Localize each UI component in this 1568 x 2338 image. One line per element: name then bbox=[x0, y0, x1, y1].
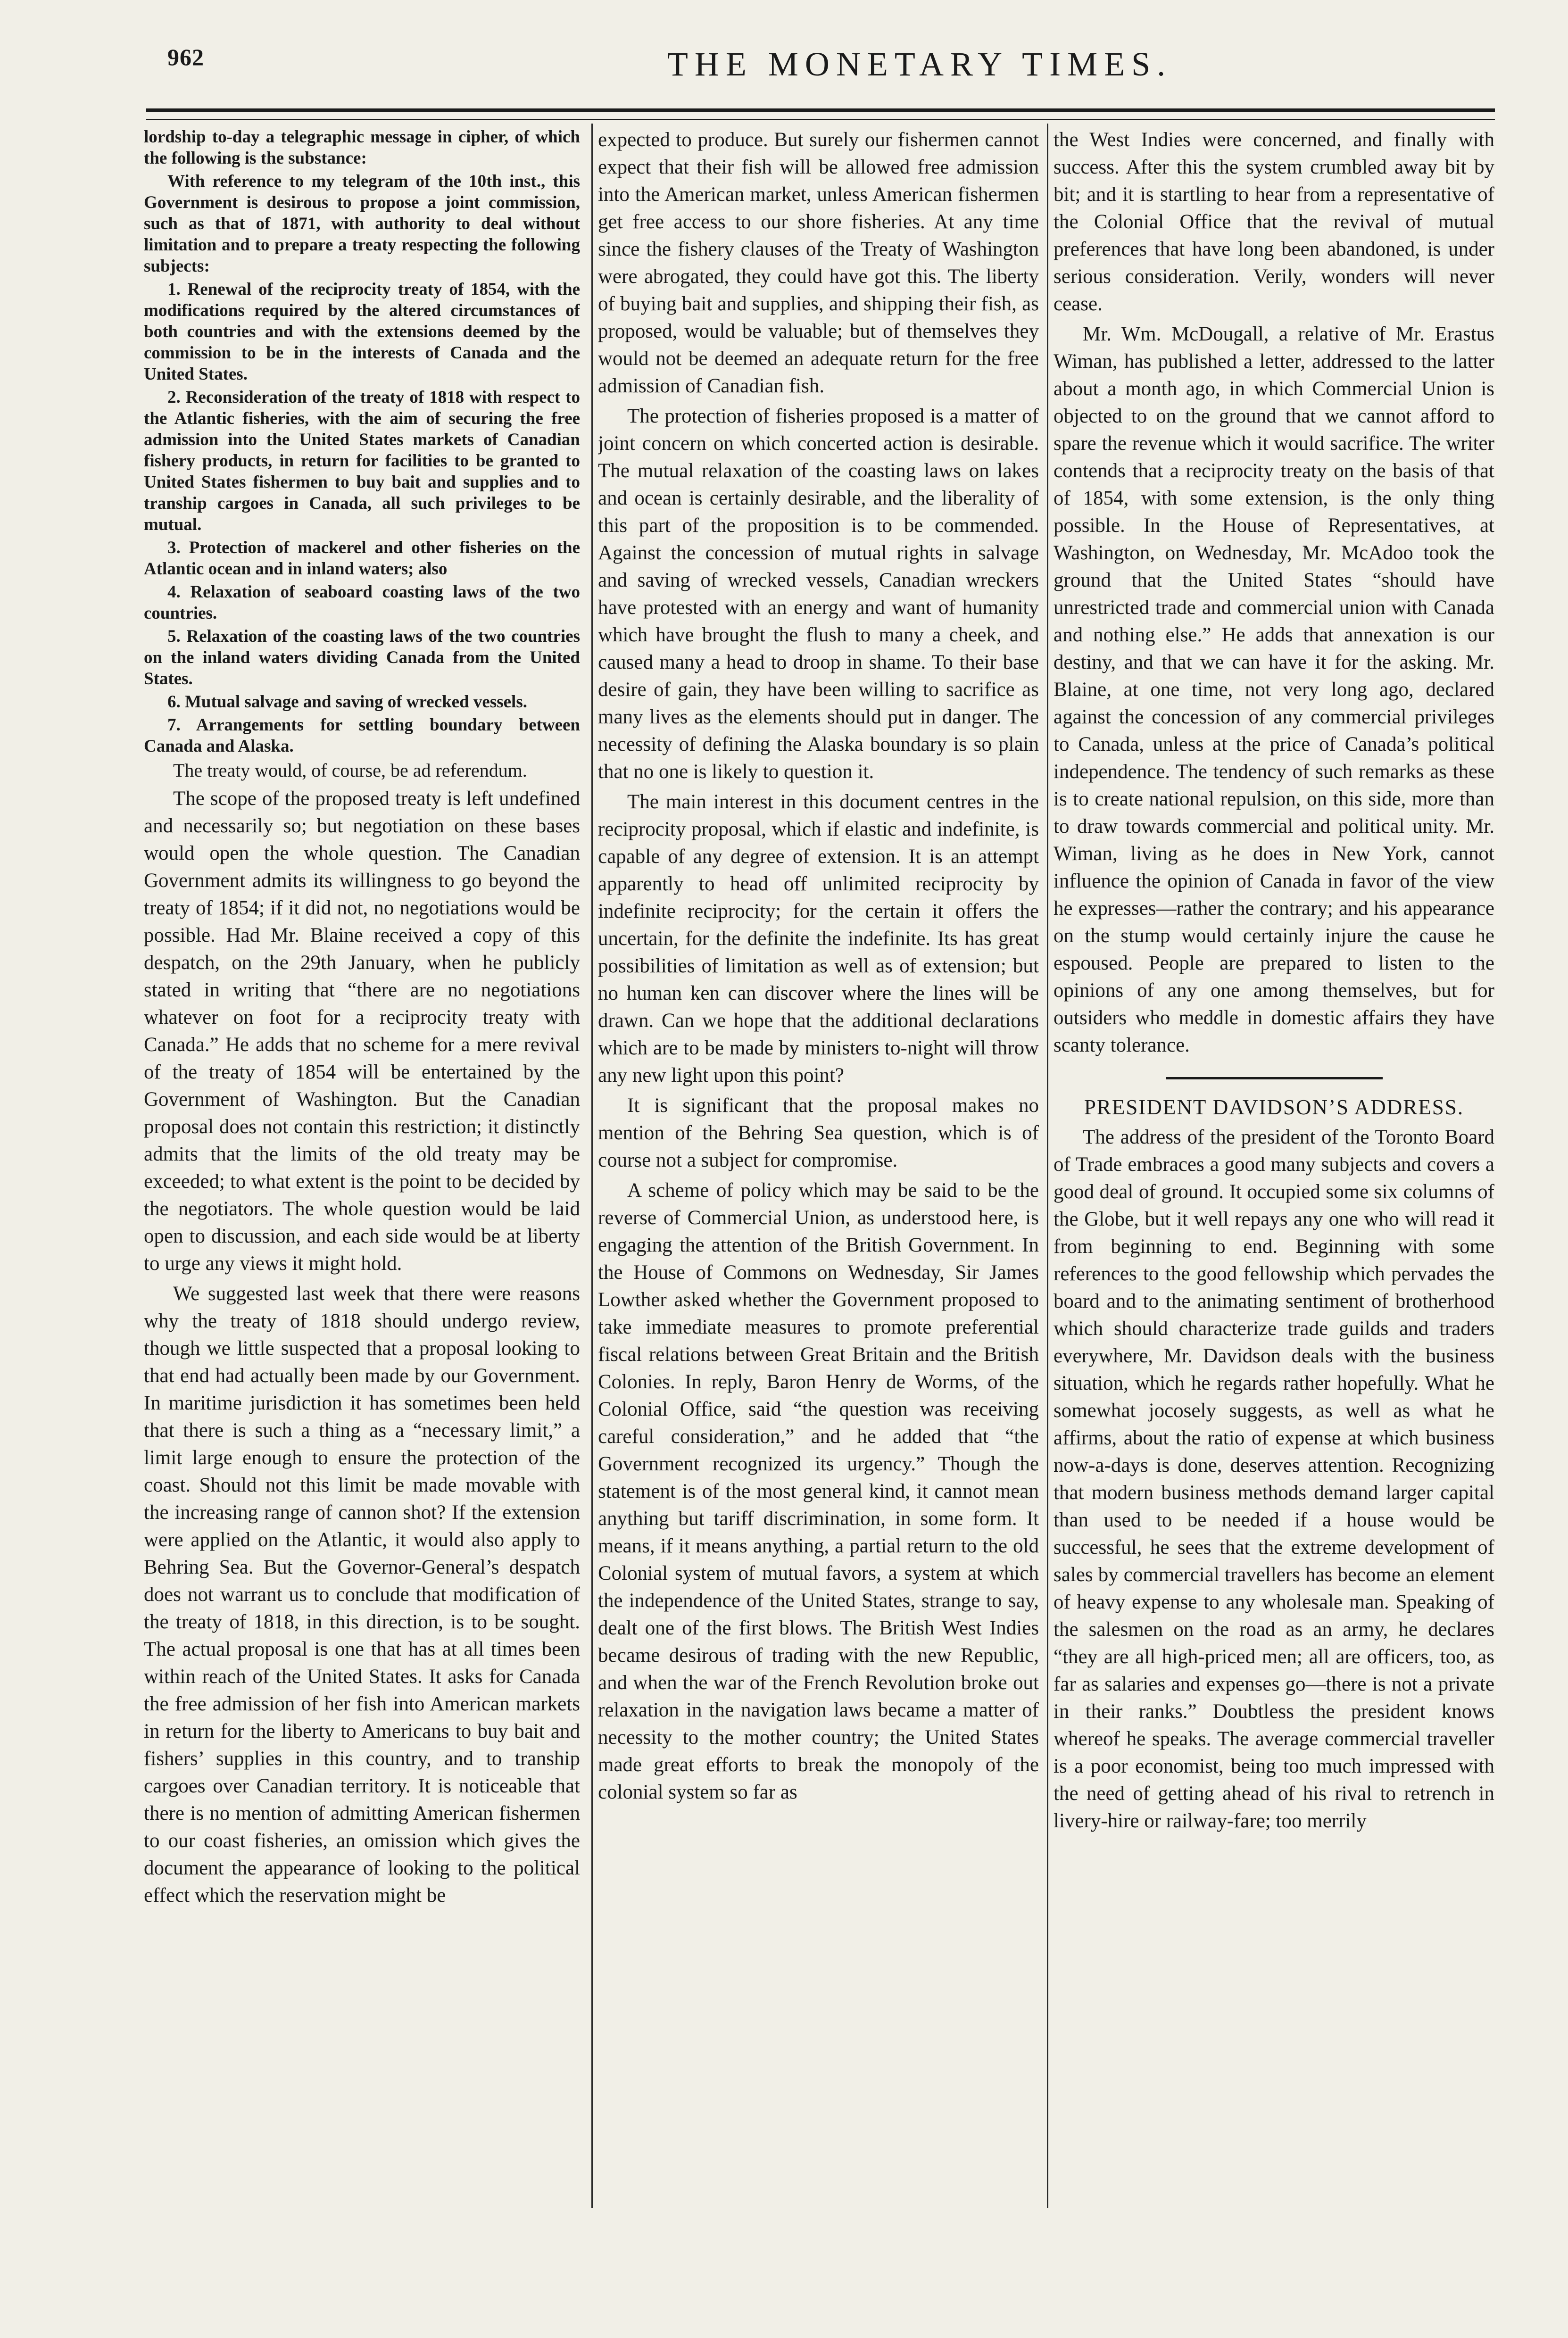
dispatch-intro: With reference to my telegram of the 10th inst., this Government is desirous to propose a joint commission, such as that of 1871, with authority to deal without limitation and to prepare a treaty respecting the following subjects: bbox=[144, 172, 580, 276]
article-paragraph: the West Indies were concerned, and finally with success. After this the system crumbled away bit by bit; and it is startling to hear from a representative of the Colonial Office that the revival of mutual preferences that have long been abandoned, is under serious consideration. Verily, wonders will never cease. bbox=[1054, 129, 1494, 315]
masthead-rule-thin bbox=[146, 119, 1495, 120]
dispatch-intro: lordship to-day a telegraphic message in cipher, of which the following is the substance: bbox=[144, 127, 580, 168]
article-paragraph: The protection of fisheries proposed is a matter of joint concern on which concerted action is desirable. The mutual relaxation of the coasting laws on lakes and ocean is certainly desirable, and the liberality of this part of the proposition is to be commended. Against the concession of mutual rights in salvage and saving of wrecked vessels, Canadian wreckers have protested with an energy and want of humanity which have brought the flush to many a cheek, and caused many a head to droop in shame. To their base desire of gain, they have been willing to sacrifice as many lives as the elements should put in danger. The necessity of defining the Alaska boundary is so plain that no one is likely to question it. bbox=[598, 405, 1039, 783]
column-2 bbox=[598, 126, 1039, 2296]
column-divider-1 bbox=[591, 124, 593, 2208]
dispatch-item: 5. Relaxation of the coasting laws of the two countries on the inland waters dividing Canada from the United States. bbox=[144, 627, 580, 688]
article-paragraph: The address of the president of the Toronto Board of Trade embraces a good many subjects and covers a good deal of ground. It occupied some six columns of the Globe, but it well repays any one who will read it from beginning to end. Beginning with some references to the good fellowship which pervades the board and to the animating sentiment of brotherhood which should characterize trade guilds and traders everywhere, Mr. Davidson deals with the business situation, which he regards rather hopefully. What he somewhat jocosely suggests, as well as what he affirms, about the ratio of expense at which business now-a-days is done, deserves attention. Recognizing that modern business methods demand larger capital than used to be needed if a house would be successful, he sees that the extreme development of sales by commercial travellers has become an element of heavy expense to any wholesale man. Speaking of the salesmen on the road as an army, he declares “they are all high-priced men; all are officers, too, as far as salaries and expenses go—there is not a private in their ranks.” Doubtless the president knows whereof he speaks. The average commercial traveller is a poor economist, being too much impressed with the need of getting ahead of his rival to retrench in livery-hire or railway-fare; too merrily bbox=[1054, 1126, 1494, 1832]
column-1 bbox=[144, 126, 580, 2296]
article-paragraph: The main interest in this document centres in the reciprocity proposal, which if elastic and indefinite, is capable of any degree of extension. It is an attempt apparently to head off unlimited reciprocity by indefinite reciprocity; for the certain it offers the uncertain, for the definite the indefinite. Its has great possibilities of limitation as well as of extension; but no human ken can discover where the lines will be drawn. Can we hope that the additional declarations which are to be made by ministers to-night will throw any new light upon this point? bbox=[598, 791, 1039, 1086]
dispatch-item: 7. Arrangements for settling boundary between Canada and Alaska. bbox=[144, 715, 580, 756]
column-divider-2 bbox=[1047, 124, 1048, 2208]
masthead-title: THE MONETARY TIMES. bbox=[667, 45, 1172, 83]
article-paragraph: expected to produce. But surely our fishermen cannot expect that their fish will be allowed free admission into the American market, unless American fishermen get free access to our shore fisheries. At any time since the fishery clauses of the Treaty of Washington were abrogated, they could have got this. The liberty of buying bait and supplies, and shipping their fish, as proposed, would be valuable; but of themselves they would not be deemed an adequate return for the free admission of Canadian fish. bbox=[598, 129, 1039, 397]
dispatch-item: 1. Renewal of the reciprocity treaty of 1854, with the modifications required by the altered circumstances of both countries and with the extensions deemed by the commission to be in the interests of Canada and the United States. bbox=[144, 280, 580, 384]
article-paragraph: The scope of the proposed treaty is left undefined and necessarily so; but negotiation on these bases would open the whole question. The Canadian Government admits its willingness to go beyond the treaty of 1854; if it did not, no negotiations would be possible. Had Mr. Blaine received a copy of this despatch, on the 29th January, when he publicly stated in writing that “there are no negotiations whatever on foot for a reciprocity treaty with Canada.” He adds that no scheme for a mere revival of the treaty of 1854 will be entertained by the Government of Washington. But the Canadian proposal does not contain this restriction; it distinctly admits that the limits of the old treaty may be exceeded; to what extent is the point to be decided by the negotiators. The whole question would be laid open to discussion, and each side would be at liberty to urge any views it might hold. bbox=[144, 788, 580, 1275]
dispatch-item: 4. Relaxation of seaboard coasting laws of the two countries. bbox=[144, 582, 580, 623]
article-paragraph: A scheme of policy which may be said to be the reverse of Commercial Union, as understood here, is engaging the attention of the British Government. In the House of Commons on Wednesday, Sir James Lowther asked whether the Government proposed to take immediate measures to promote preferential fiscal relations between Great Britain and the British Colonies. In reply, Baron Henry de Worms, of the Colonial Office, said “the question was receiving careful consideration,” and he added that “the Government recognized its urgency.” Though the statement is of the most general kind, it cannot mean anything but tariff discrimination, in some form. It means, if it means anything, a partial return to the old Colonial system of mutual favors, a system at which the independence of the United States, strange to say, dealt one of the first blows. The British West Indies became desirous of trading with the new Republic, and when the war of the French Revolution broke out relaxation in the navigation laws became a matter of necessity to the mother country; the United States made great efforts to break the monopoly of the colonial system so far as bbox=[598, 1179, 1039, 1803]
dispatch-item: 3. Protection of mackerel and other fisheries on the Atlantic ocean and in inland waters; also bbox=[144, 538, 580, 579]
dispatch-item: 6. Mutual salvage and saving of wrecked vessels. bbox=[167, 692, 527, 712]
dispatch-closing: The treaty would, of course, be ad referendum. bbox=[173, 760, 527, 781]
article-paragraph: Mr. Wm. McDougall, a relative of Mr. Erastus Wiman, has published a letter, addressed to the latter about a month ago, in which Commercial Union is objected to on the ground that we cannot afford to spare the revenue which it would sacrifice. The writer contends that a reciprocity treaty on the basis of that of 1854, with some extension, is the only thing possible. In the House of Representatives, at Washington, on Wednesday, Mr. McAdoo took the ground that the United States “should have unrestricted trade and commercial union with Canada and nothing else.” He adds that annexation is our destiny, and that we can have it for the asking. Mr. Blaine, at one time, not very long ago, declared against the concession of any commercial privileges to Canada, unless at the price of Canada’s political independence. The tendency of such remarks as these is to create national repulsion, on this side, more than to draw towards commercial and political unity. Mr. Wiman, living as he does in New York, cannot influence the opinion of Canada in favor of the view he expresses—rather the contrary; and his appearance on the stump would certainly injure the cause he espoused. People are prepared to listen to the opinions of any one among themselves, but for outsiders who meddle in domestic affairs they have scanty tolerance. bbox=[1054, 323, 1494, 1056]
dispatch-item: 2. Reconsideration of the treaty of 1818 with respect to the Atlantic fisheries, with the aim of securing the free admission into the United States markets of Canadian fishery products, in return for facilities to be granted to United States fishermen to buy bait and supplies and to tranship cargoes in Canada, all such privileges to be mutual. bbox=[144, 388, 580, 534]
article-paragraph: It is significant that the proposal makes no mention of the Behring Sea question, which is of course not a subject for compromise. bbox=[598, 1094, 1039, 1171]
column-3 bbox=[1054, 126, 1494, 2296]
article-paragraph: We suggested last week that there were reasons why the treaty of 1818 should undergo review, though we little suspected that a proposal looking to that end had actually been made by our Government. In maritime jurisdiction it has sometimes been held that there is such a thing as a “necessary limit,” a limit large enough to ensure the protection of the coast. Should not this limit be made movable with the increasing range of cannon shot? If the extension were applied on the Atlantic, it would also apply to Behring Sea. But the Governor-General’s despatch does not warrant us to conclude that modification of the treaty of 1818, in this direction, is to be sought. The actual proposal is one that has at all times been within reach of the United States. It asks for Canada the free admission of her fish into American markets in return for the liberty to Americans to buy bait and fishers’ supplies in this country, and to tranship cargoes over Canadian territory. It is noticeable that there is no mention of admitting American fishermen to our coast fisheries, an omission which gives the document the appearance of looking to the political effect which the reservation might be bbox=[144, 1283, 580, 1907]
dispatch-quote bbox=[144, 126, 580, 757]
masthead-rule-thick bbox=[146, 108, 1495, 112]
section-heading: PRESIDENT DAVIDSON’S ADDRESS. bbox=[1084, 1095, 1464, 1119]
section-divider bbox=[1166, 1077, 1383, 1079]
page-number: 962 bbox=[167, 44, 204, 70]
